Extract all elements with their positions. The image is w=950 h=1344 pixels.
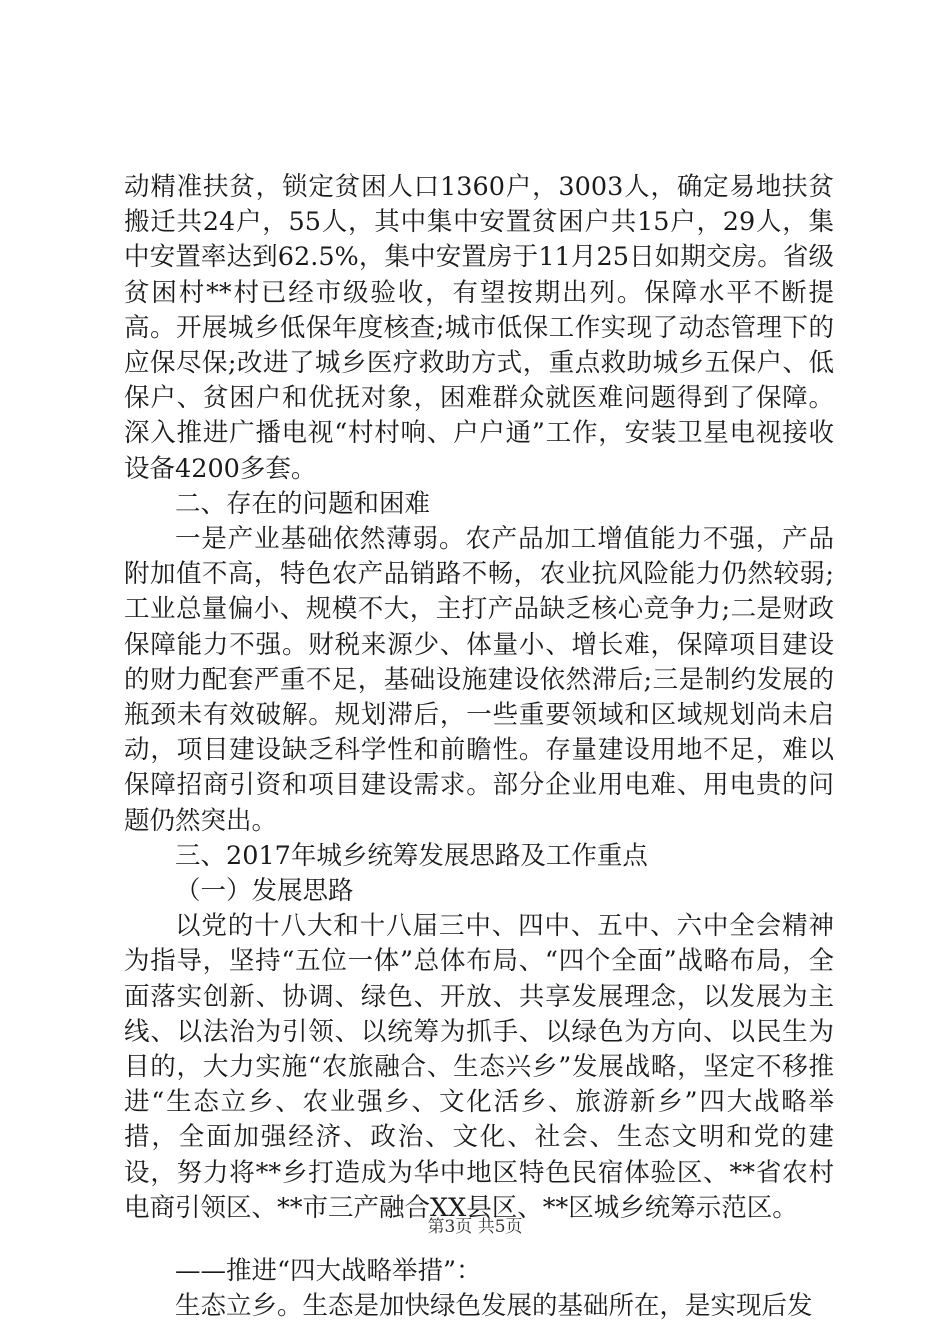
paragraph-problems: 一是产业基础依然薄弱。农产品加工增值能力不强，产品附加值不高，特色农产品销路不畅，农业抗风险能力仍然较弱;工业总量偏小、规模不大，主打产品缺乏核心竞争力;二是财政保障能力不强。财税来源少、体量小、增长难，保障项目建设的财力配套严重不足，基础设施建设依然滞后;三是制约发展的瓶颈未有效破解。规划滞后，一些重要领域和区域规划尚未启动，项目建设缺乏科学性和前瞻性。存量建设用地不足，难以保障招商引资和项目建设需求。部分企业用电难、用电贵的问题仍然突出。 — [124, 524, 834, 836]
heading-2017-plan: 三、2017年城乡统筹发展思路及工作重点 — [175, 840, 648, 871]
paragraph-poverty-alleviation: 动精准扶贫，锁定贫困人口1360户，3003人，确定易地扶贫搬迁共24户，55人，其中集中安置贫困户共15户，29人，集中安置率达到62.5%，集中安置房于11月25日如期交房。省级贫困村**村已经市级验收，有望按期出列。保障水平不断提高。开展城乡低保年度核查;城市低保工作实现了动态管理下的应保尽保;改进了城乡医疗救助方式，重点救助城乡五保户、低保户、贫困户和优抚对象，困难群众就医难问题得到了保障。深入推进广播电视“村村响、户户通”工作，安装卫星电视接收设备4200多套。 — [124, 172, 834, 484]
heading-problems: 二、存在的问题和困难 — [175, 488, 431, 519]
subheading-development-ideas: （一）发展思路 — [175, 876, 354, 907]
paragraph-development-ideas: 以党的十八大和十八届三中、四中、五中、六中全会精神为指导，坚持“五位一体”总体布局、“四个全面”战略布局，全面落实创新、协调、绿色、开放、共享发展理念，以发展为主线、以法治为引领、以统筹为抓手、以绿色为方向、以民生为目的，大力实施“农旅融合、生态兴乡”发展战略，坚定不移推进“生态立乡、农业强乡、文化活乡、旅游新乡”四大战略举措，全面加强经济、政治、文化、社会、生态文明和党的建设，努力将**乡打造成为华中地区特色民宿体验区、**省农村电商引领区、**市三产融合XX县区、**区城乡统筹示范区。 — [124, 911, 834, 1223]
paragraph-ecology: 生态立乡。生态是加快绿色发展的基础所在，是实现后发 — [175, 1291, 813, 1322]
page-number-footer: 第3页 共5页 — [427, 1217, 523, 1237]
heading-four-strategies: ——推进“四大战略举措”： — [175, 1256, 482, 1287]
document-body — [124, 170, 834, 1325]
